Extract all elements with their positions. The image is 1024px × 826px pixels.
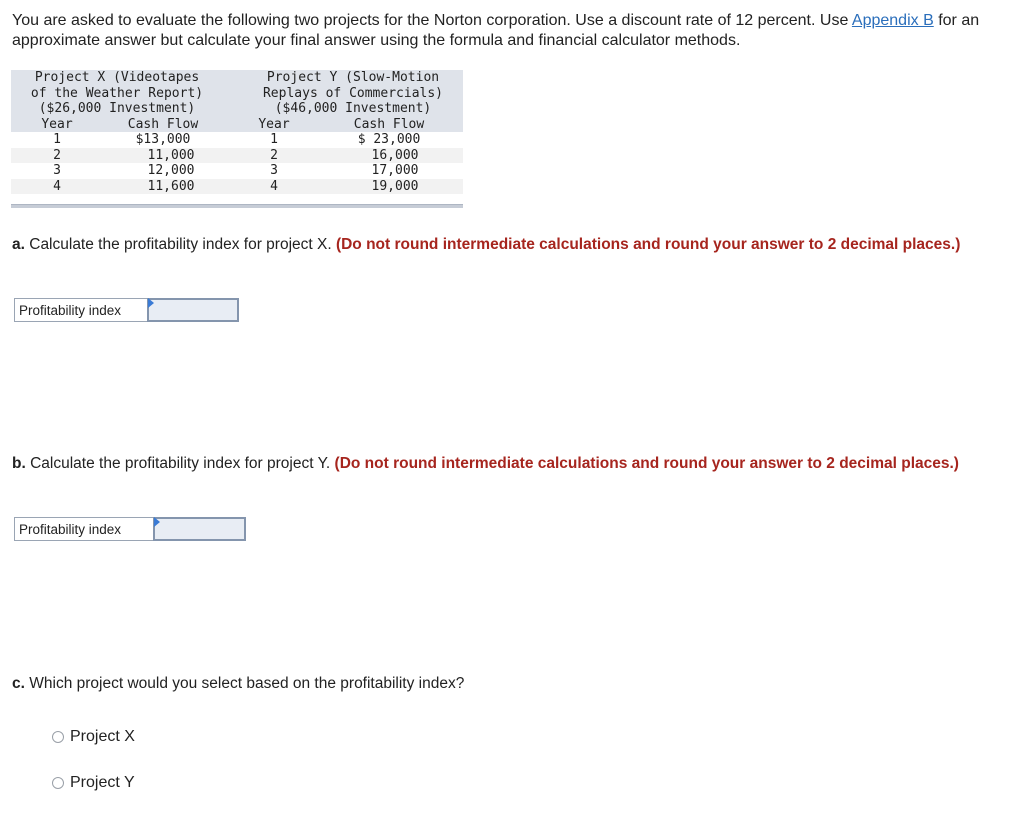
y-cash-cell: 17,000 bbox=[371, 163, 419, 178]
option-project-y[interactable] bbox=[52, 773, 135, 793]
intro-text-after: for an approximate answer but calculate your final answer using the formula and financial calculator methods. bbox=[12, 12, 980, 49]
x-year-cell: 1 bbox=[53, 132, 61, 147]
y-cash-cell: $ 23,000 bbox=[357, 132, 421, 147]
flag-icon bbox=[148, 298, 154, 308]
y-cash-header: Cash Flow bbox=[353, 116, 425, 132]
appendix-b-link[interactable]: Appendix B bbox=[851, 12, 934, 29]
question-a bbox=[12, 235, 1002, 254]
y-year-header: Year bbox=[258, 116, 290, 132]
x-cash-header: Cash Flow bbox=[127, 116, 199, 132]
x-year-header: Year bbox=[41, 116, 73, 132]
y-year-cell: 1 bbox=[270, 132, 278, 147]
x-year-cell: 3 bbox=[53, 163, 61, 178]
question-b bbox=[12, 454, 1002, 473]
question-b-label: b. bbox=[12, 455, 26, 472]
option-project-x[interactable] bbox=[52, 727, 135, 747]
radio-button-icon[interactable] bbox=[52, 731, 64, 743]
project-y-title-1: Project Y (Slow-Motion bbox=[266, 70, 440, 85]
table-row bbox=[11, 163, 463, 179]
y-year-cell: 4 bbox=[270, 178, 278, 194]
y-year-cell: 3 bbox=[270, 163, 278, 178]
y-cash-cell: 19,000 bbox=[371, 178, 419, 194]
question-a-label: a. bbox=[12, 236, 25, 253]
question-b-text: Calculate the profitability index for project Y. bbox=[25, 455, 335, 472]
option-project-x-label: Project X bbox=[70, 728, 135, 745]
question-b-note: (Do not round intermediate calculations and round your answer to 2 decimal places.) bbox=[334, 455, 959, 472]
cash-flow-table bbox=[11, 70, 463, 208]
intro-text bbox=[12, 11, 1002, 51]
question-a-note: (Do not round intermediate calculations and round your answer to 2 decimal places.) bbox=[335, 236, 961, 253]
x-cash-cell: 12,000 bbox=[147, 163, 195, 178]
question-c-text: Which project would you select based on the profitability index? bbox=[24, 675, 465, 692]
x-year-cell: 2 bbox=[53, 147, 61, 163]
option-project-y-label: Project Y bbox=[70, 774, 135, 791]
project-y-title-2: Replays of Commercials) bbox=[262, 85, 443, 101]
table-row bbox=[11, 148, 463, 164]
x-cash-cell: $13,000 bbox=[135, 132, 191, 147]
table-header bbox=[11, 70, 463, 132]
x-cash-cell: 11,000 bbox=[147, 147, 195, 163]
profitability-index-input-a[interactable] bbox=[147, 298, 239, 322]
table-row bbox=[11, 179, 463, 195]
project-x-header bbox=[11, 70, 223, 117]
table-divider bbox=[11, 204, 463, 208]
project-y-header bbox=[243, 70, 463, 117]
project-x-title-2: of the Weather Report) bbox=[30, 85, 204, 101]
project-x-title-1: Project X (Videotapes bbox=[34, 70, 200, 85]
project-y-title-3: ($46,000 Investment) bbox=[274, 101, 432, 116]
table-row bbox=[11, 132, 463, 148]
question-c-label: c. bbox=[12, 675, 25, 692]
x-cash-cell: 11,600 bbox=[147, 178, 195, 194]
radio-button-icon[interactable] bbox=[52, 777, 64, 789]
flag-icon bbox=[154, 517, 160, 527]
table-spacer bbox=[11, 194, 463, 204]
x-year-cell: 4 bbox=[53, 178, 61, 194]
intro-text-before: You are asked to evaluate the following two projects for the Norton corporation. Use a discount rate of 12 percent. Use bbox=[12, 12, 852, 29]
profitability-index-label-b: Profitability index bbox=[14, 517, 154, 541]
question-c bbox=[12, 674, 1002, 693]
profitability-index-input-b[interactable] bbox=[153, 517, 246, 541]
y-year-cell: 2 bbox=[270, 147, 278, 163]
project-x-title-3: ($26,000 Investment) bbox=[38, 101, 196, 116]
question-a-text: Calculate the profitability index for project X. bbox=[24, 236, 336, 253]
profitability-index-label-a: Profitability index bbox=[14, 298, 148, 322]
y-cash-cell: 16,000 bbox=[371, 147, 419, 163]
